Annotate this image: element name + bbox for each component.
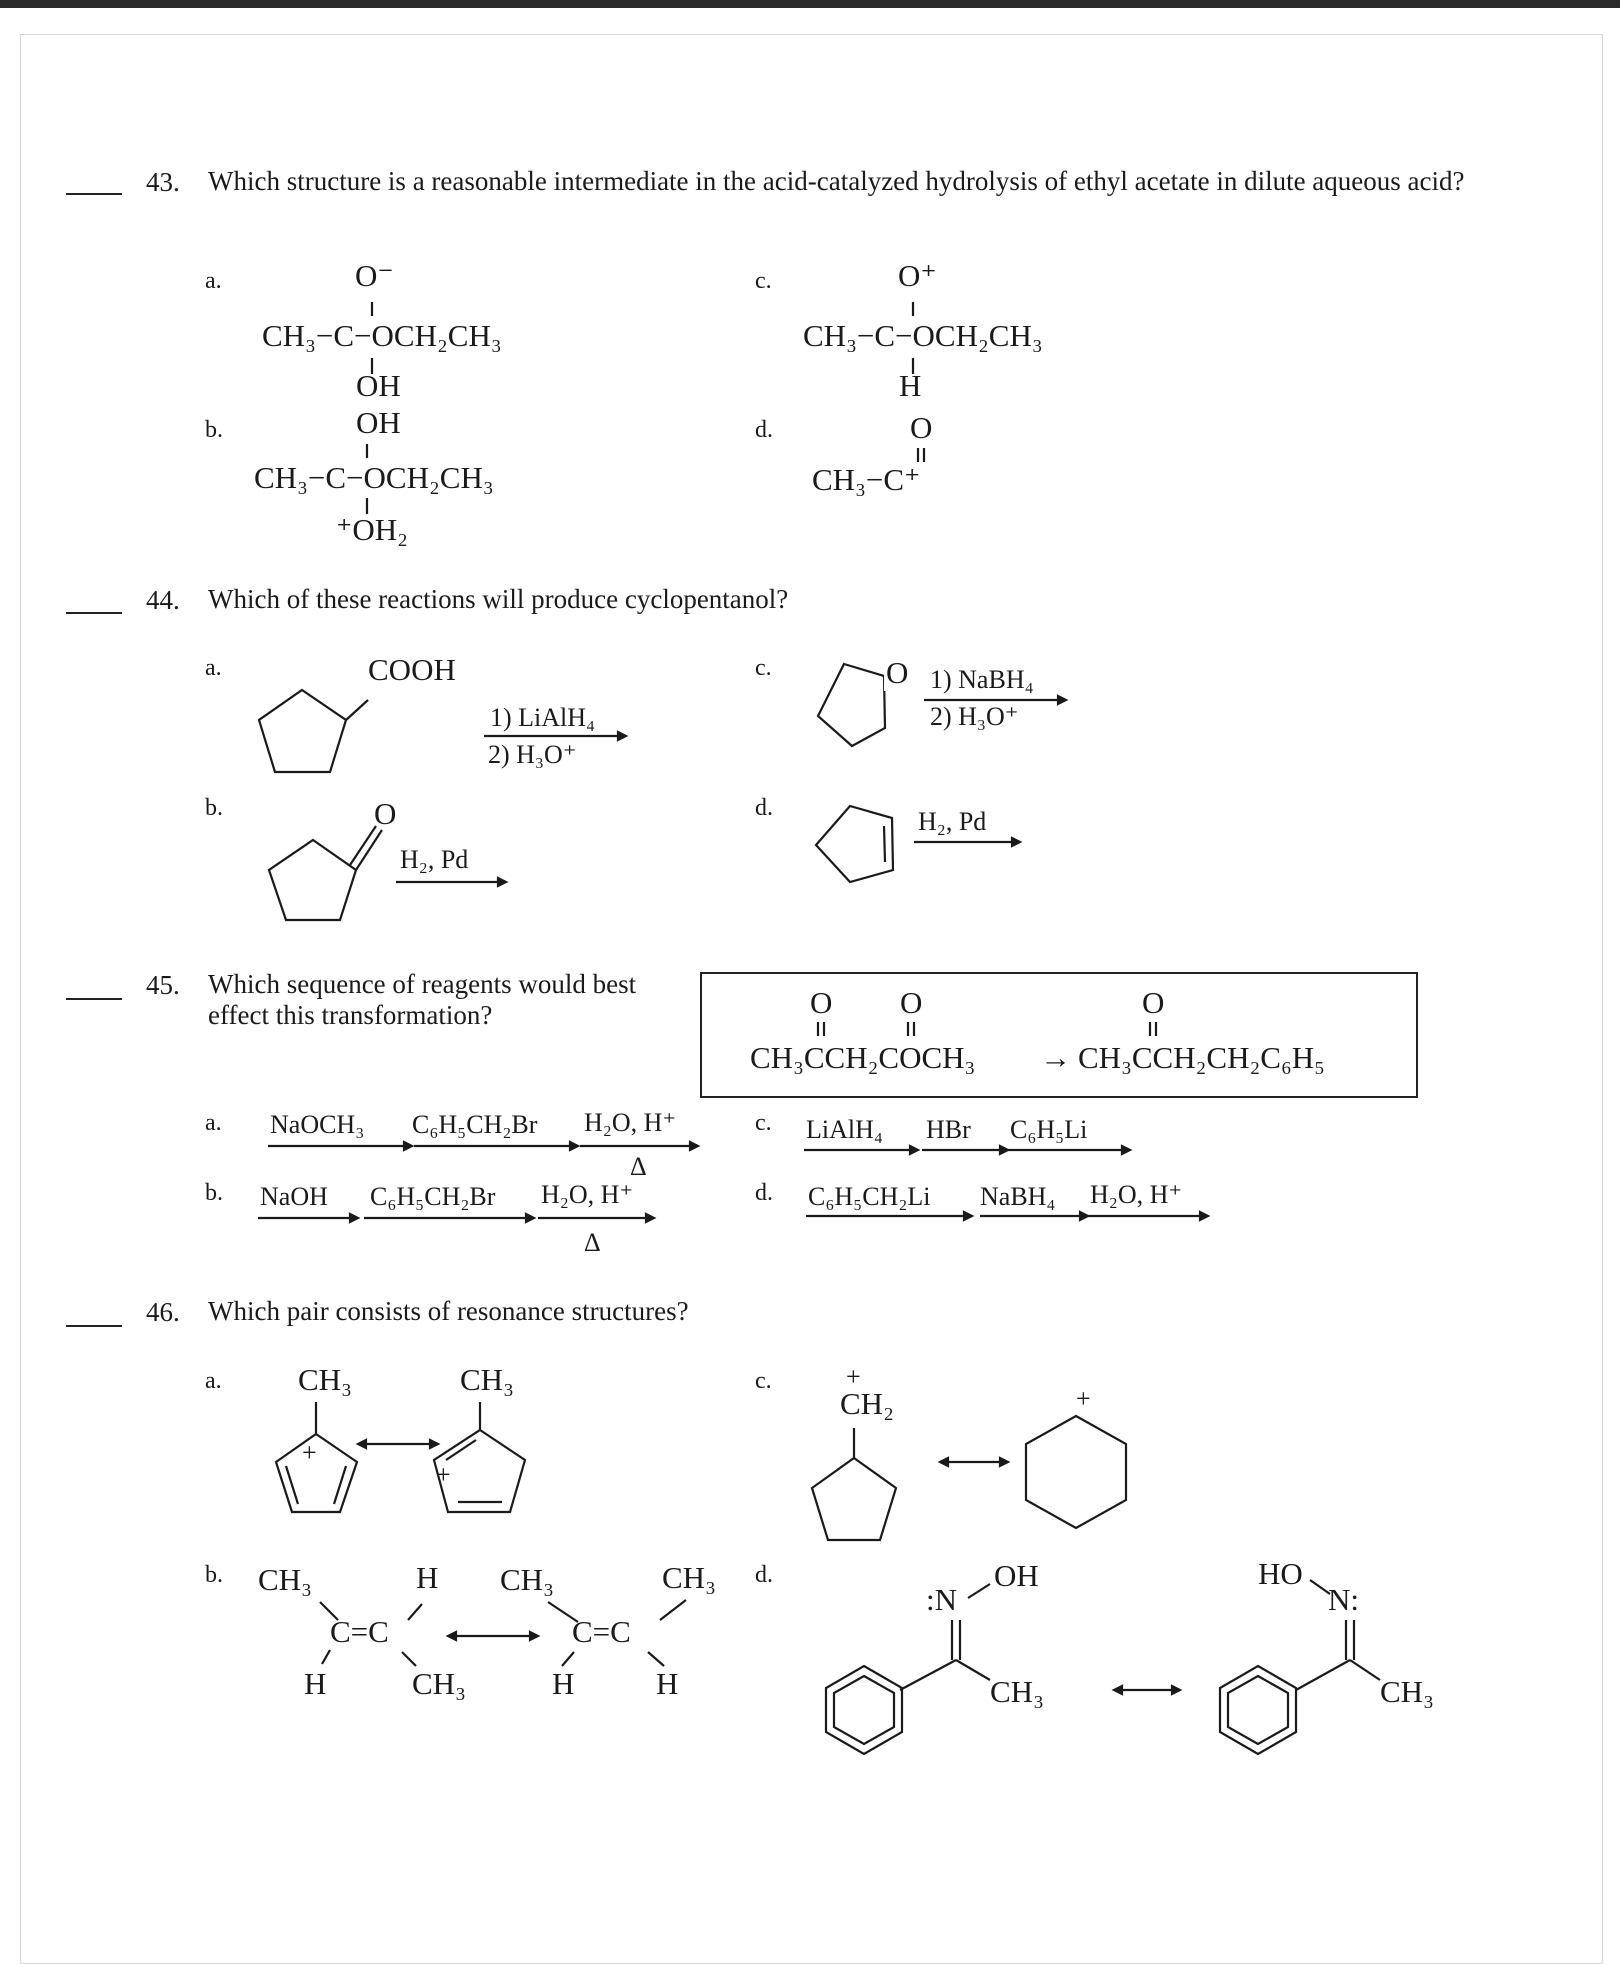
option-label-45d: d. — [755, 1180, 773, 1206]
q43b-bottom-group: ⁺OH₂ — [336, 512, 408, 547]
q45a-reagent-3: H₂O, H⁺ — [584, 1108, 677, 1137]
q43c-bottom-group: H — [899, 368, 922, 403]
option-label-46d: d. — [755, 1562, 773, 1588]
q46b-right-methyl-top-right: CH₃ — [662, 1560, 716, 1595]
q46d-right-nitrogen: N: — [1328, 1582, 1359, 1617]
q45c-reagent-1: LiAlH₄ — [806, 1115, 883, 1144]
option-label-44c: c. — [755, 655, 772, 681]
q46b-right-h-bottom-right: H — [656, 1666, 679, 1701]
q45-product-oxygen: O — [1142, 985, 1165, 1020]
q44a-carboxyl-group: COOH — [368, 652, 456, 687]
q46b-left-h-bottom: H — [304, 1666, 327, 1701]
q45-product: CH₃CCH₂CH₂C₆H₅ — [1078, 1040, 1325, 1075]
option-label-43b: b. — [205, 417, 223, 443]
q46d-left-nitrogen: :N — [926, 1582, 957, 1617]
question-text-45: Which sequence of reagents would best effect this transformation? — [208, 969, 637, 1030]
option-label-46a: a. — [205, 1368, 222, 1394]
question-text-44: Which of these reactions will produce cyclopentanol? — [208, 584, 789, 614]
q45d-reagent-3: H₂O, H⁺ — [1090, 1180, 1183, 1209]
q45b-reagent-3: H₂O, H⁺ — [541, 1180, 634, 1209]
q46d-oxime-structures — [0, 0, 1, 1]
q46d-right-methyl: CH₃ — [1380, 1674, 1434, 1709]
q46d-left-hydroxyl: OH — [994, 1558, 1039, 1593]
q43d-main-chain: CH₃−C⁺ — [812, 462, 921, 497]
q46b-right-methyl-top-left: CH₃ — [500, 1562, 554, 1597]
q45b-reagent-1: NaOH — [260, 1182, 328, 1211]
q46c-carbocation-charge: + — [846, 1362, 861, 1391]
q45b-heat: Δ — [584, 1228, 601, 1257]
q43a-top-group: O⁻ — [355, 258, 394, 293]
q45-reactant: CH₃CCH₂COCH₃ — [750, 1040, 976, 1075]
q44c-reagent-step2: 2) H₃O⁺ — [930, 702, 1019, 731]
q46b-left-h-top: H — [416, 1560, 439, 1595]
q46b-left-methyl-top: CH₃ — [258, 1562, 312, 1597]
option-label-44d: d. — [755, 795, 773, 821]
option-label-43c: c. — [755, 268, 772, 294]
option-label-46b: b. — [205, 1562, 223, 1588]
option-label-46c: c. — [755, 1368, 772, 1394]
option-label-43d: d. — [755, 417, 773, 443]
q45d-reagent-2: NaBH₄ — [980, 1182, 1056, 1211]
q45a-reagent-2: C₆H₅CH₂Br — [412, 1110, 538, 1139]
answer-blank-44[interactable] — [66, 612, 122, 614]
question-number-44: 44. — [146, 585, 180, 615]
transformation-box — [700, 972, 1418, 1098]
q46b-right-alkene: C=C — [572, 1614, 631, 1649]
q44c-reagent-step1: 1) NaBH₄ — [930, 665, 1034, 694]
option-label-44a: a. — [205, 655, 222, 681]
q46d-right-hydroxyl: HO — [1258, 1556, 1303, 1591]
q44d-reagent: H₂, Pd — [918, 807, 987, 836]
q43b-top-group: OH — [356, 405, 401, 440]
option-label-44b: b. — [205, 795, 223, 821]
question-number-43: 43. — [146, 167, 180, 197]
q46c-methylene-group: CH₂ — [840, 1386, 894, 1421]
q46a-right-methyl: CH₃ — [460, 1362, 514, 1397]
q43b-main-chain: CH₃−C−OCH₂CH₃ — [254, 460, 494, 495]
question-text-43: Which structure is a reasonable intermediate in the acid-catalyzed hydrolysis of ethyl acetate in dilute aqueous acid? — [208, 166, 1465, 196]
q46b-left-methyl-bottom: CH₃ — [412, 1666, 466, 1701]
q46b-right-h-bottom-left: H — [552, 1666, 575, 1701]
q45c-reagent-2: HBr — [926, 1115, 971, 1144]
option-label-45c: c. — [755, 1110, 772, 1136]
q45a-reagent-1: NaOCH₃ — [270, 1110, 365, 1139]
answer-blank-45[interactable] — [66, 998, 122, 1000]
q45d-reagent-1: C₆H₅CH₂Li — [808, 1182, 931, 1211]
q43c-top-group: O⁺ — [898, 258, 937, 293]
q45-ketone-oxygen-1: O — [810, 985, 833, 1020]
q46b-left-alkene: C=C — [330, 1614, 389, 1649]
q44b-carbonyl-oxygen: O — [374, 796, 397, 831]
top-bar — [0, 0, 1620, 8]
q45-ester-oxygen: O — [900, 985, 923, 1020]
answer-blank-43[interactable] — [66, 193, 122, 195]
q44b-reagent: H₂, Pd — [400, 845, 469, 874]
q44c-ring-oxygen: O — [886, 655, 909, 690]
q43d-top-group: O — [910, 410, 933, 445]
question-number-46: 46. — [146, 1297, 180, 1327]
q46a-left-methyl: CH₃ — [298, 1362, 352, 1397]
q46c-ring-charge: + — [1076, 1384, 1091, 1413]
question-text-46: Which pair consists of resonance structures? — [208, 1296, 689, 1326]
q43a-main-chain: CH₃−C−OCH₂CH₃ — [262, 318, 502, 353]
option-label-45a: a. — [205, 1110, 222, 1136]
q46a-right-charge: + — [436, 1460, 451, 1489]
q44a-reagent-step2: 2) H₃O⁺ — [488, 740, 577, 769]
option-label-43a: a. — [205, 268, 222, 294]
q46d-left-methyl: CH₃ — [990, 1674, 1044, 1709]
q45-transform-arrow: → — [1040, 1040, 1071, 1075]
answer-blank-46[interactable] — [66, 1325, 122, 1327]
q45c-reagent-3: C₆H₅Li — [1010, 1115, 1088, 1144]
q45b-reagent-2: C₆H₅CH₂Br — [370, 1182, 496, 1211]
q43c-main-chain: CH₃−C−OCH₂CH₃ — [803, 318, 1043, 353]
option-label-45b: b. — [205, 1180, 223, 1206]
q43a-bottom-group: OH — [356, 368, 401, 403]
q44a-reagent-step1: 1) LiAlH₄ — [490, 703, 596, 732]
q46a-left-charge: + — [302, 1438, 317, 1467]
q45a-heat: Δ — [630, 1152, 647, 1181]
question-number-45: 45. — [146, 970, 180, 1000]
